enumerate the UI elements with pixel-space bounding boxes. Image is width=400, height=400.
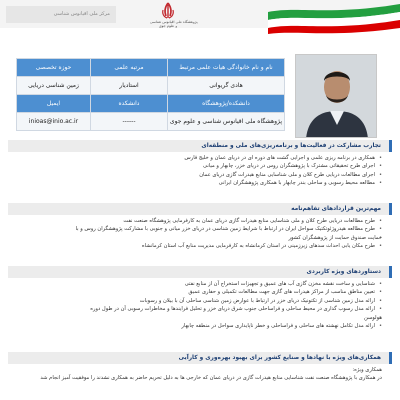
section-achievements xyxy=(8,266,392,330)
profile-header-row xyxy=(17,59,285,77)
list-item: • مطالعه محیط رسوبی و ساحلی بندر چابهار با همکاری پژوهشگران ایرانی xyxy=(16,179,382,187)
profile-photo xyxy=(295,54,377,138)
emblem-icon xyxy=(160,2,176,20)
list-item: • ارائه مدل زمین شناسی از تکتونیک دریای خزر در ارتباط با عوارض زمین شناسی ساحلی آن با بیلان و رسوبات xyxy=(16,297,382,305)
list-item: • همکاری در برنامه ریزی علمی و اجرایی گشت های دوره ای در دریای عمان و خلیج فارس xyxy=(16,154,382,162)
header-email: ایمیل xyxy=(17,95,91,113)
list-item: • اجرای مطالعات دریایی طرح کلان و ملی شناسایی منابع هیدرات گازی دریای عمان xyxy=(16,171,382,179)
national-emblem xyxy=(150,2,198,36)
list-item: • طرح مطالعات دریایی طرح کلان و ملی شناسایی منابع هیدرات گازی دریای عمان به کارفرمایی پژوهشگاه صنعت نفت xyxy=(16,217,382,225)
cooperation-paragraph: در همکاری با پژوهشگاه صنعت نفت شناسایی منابع هیدرات گازی در دریای عمان که خارجی ها به دلیل تحریم حاضر به همکاری نشدند را موفقیت آمیز انجام شد xyxy=(40,375,382,382)
section-contracts xyxy=(8,203,392,251)
bullet-list xyxy=(16,217,382,251)
profile-table xyxy=(16,58,285,131)
section-title: دستاوردهای ویژه کاربردی xyxy=(8,266,392,278)
value-field: زمین شناسی دریایی xyxy=(17,77,91,95)
section-title: تجارب مشارکت در فعالیت‌ها و برنامه‌ریزی‌های ملی و منطقه‌ای xyxy=(8,140,392,152)
list-item: • تعیین مناطق مناسب از مراکز هیدرات های گازی جهت مطالعات تکمیلی و حفاری عمیق xyxy=(16,288,382,296)
section-body xyxy=(8,152,392,188)
section-body xyxy=(8,364,392,383)
value-rank: استادیار xyxy=(91,77,168,95)
list-item: • طرح مطالعه هیدروژئوتکتیک سواحل ایران در ارتباط با شرایط زمین شناسی در دریای خزر میانی و جنوبی با مشارکت پژوهشگران روس و با xyxy=(16,225,382,233)
emblem-caption: پژوهشگاه ملی اقیانوس شناسی xyxy=(150,20,198,24)
page-header xyxy=(0,0,400,48)
value-faculty: ------ xyxy=(91,113,168,131)
list-item: • طرح مکان یابی احداث سدهای زیرزمینی در استان کرمانشاه به کارفرمایی مدیریت منابع آب استان کرمانشاه xyxy=(16,242,382,250)
person-portrait-icon xyxy=(296,55,377,138)
section-national-activities xyxy=(8,140,392,188)
header-institute: دانشکده/پژوهشگاه xyxy=(168,95,285,113)
header-faculty: دانشکده xyxy=(91,95,168,113)
cooperation-lead: همکاری ویژه: xyxy=(352,367,382,373)
profile-header-row-2 xyxy=(17,95,285,113)
institute-banner: مرکز ملی اقیانوس شناسی xyxy=(6,6,116,23)
section-title: مهم‌ترین قراردادهای تفاهم‌نامه xyxy=(8,203,392,215)
value-email[interactable]: inioas@inio.ac.ir xyxy=(17,113,91,131)
header-field: حوزه تخصصی xyxy=(17,59,91,77)
profile-value-row-2 xyxy=(17,113,285,131)
header-name: نام و نام خانوادگی هیات علمی مرتبط xyxy=(168,59,285,77)
bullet-list xyxy=(16,154,382,188)
iran-flag-graphic xyxy=(268,2,400,34)
section-industry-cooperation xyxy=(8,352,392,383)
emblem-caption-2: و علوم جوی xyxy=(158,24,178,28)
list-item: • شناسایی و ساخت نقشه مخزن گازی آب های عمیق و تجهیزات استخراج آن از منابع نفتی xyxy=(16,280,382,288)
list-item: • هولوسن xyxy=(16,314,382,322)
bullet-list xyxy=(16,280,382,330)
value-name: هادی گریوانی xyxy=(168,77,285,95)
profile-info xyxy=(0,48,400,140)
list-item: • ارائه مدل تکامل نهشته های ساحلی و فراساحلی و خطر ناپایداری سواحل در منطقه چابهار xyxy=(16,322,382,330)
list-item: • اجرای طرح تحقیقاتی مشترک با پژوهشگران روس در دریای خزر، چابهار و میانی xyxy=(16,162,382,170)
value-institute: پژوهشگاه ملی اقیانوس شناسی و علوم جوی xyxy=(168,113,285,131)
list-item: • حمایت صندوق حمایت از پژوهشگران کشور xyxy=(16,234,382,242)
list-item: • ارائه مدل رسوب گذاری در محیط ساحلی و فراساحلی جنوب شرق دریای خزر و تحلیل فرایندها و مخاطرات رسوبی آن در طول دوره xyxy=(16,305,382,313)
header-rank: مرتبه علمی xyxy=(91,59,168,77)
section-body xyxy=(8,278,392,330)
section-body xyxy=(8,215,392,251)
profile-value-row xyxy=(17,77,285,95)
section-title: همکاری‌های ویژه با نهادها و صنایع کشور برای بهبود بهره‌وری و کارآیی xyxy=(8,352,392,364)
